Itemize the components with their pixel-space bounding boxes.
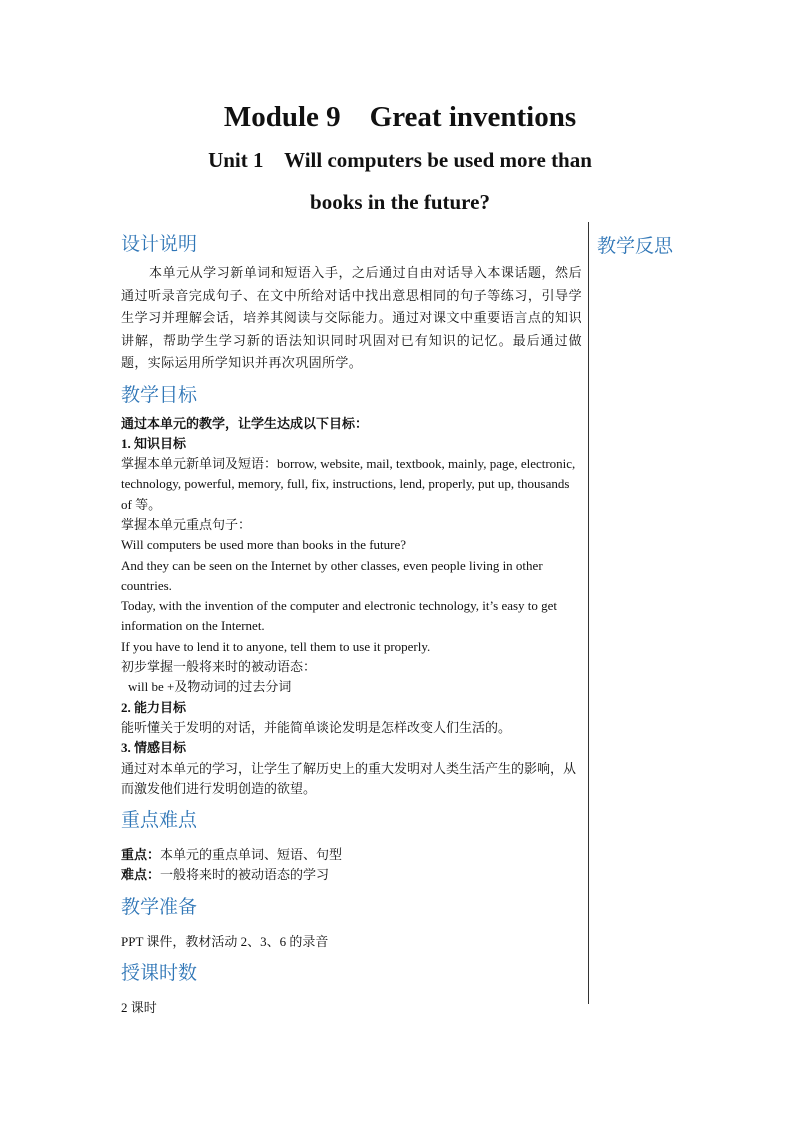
module-title: Module 9 Great inventions	[223, 101, 577, 133]
reflection-heading: 教学反思	[597, 235, 674, 257]
key-point-text: 本单元的重点单词、短语、句型	[160, 847, 343, 863]
difficulty-text: 一般将来时的被动语态的学习	[160, 867, 330, 883]
prep-text: PPT 课件，教材活动 2、3、6 的录音	[121, 933, 329, 949]
column-divider	[588, 222, 589, 1004]
key-sentence-1: Will computers be used more than books in the future?	[121, 537, 407, 553]
ability-goal-text: 能听懂关于发明的对话，并能简单谈论发明是怎样改变人们生活的。	[121, 719, 512, 735]
knowledge-goal-title: 1. 知识目标	[121, 435, 187, 451]
hours-heading: 授课时数	[121, 962, 198, 985]
main-column	[121, 231, 582, 1018]
difficulty-label: 难点：	[121, 867, 161, 883]
design-heading: 设计说明	[121, 233, 198, 255]
key-sentence-3: Today, with the invention of the computer and electronic technology, it’s easy to get information on the Internet.	[121, 598, 558, 634]
unit-title-line-1: Unit 1 Will computers be used more than	[208, 148, 592, 172]
grammar-title: 初步掌握一般将来时的被动语态：	[121, 659, 317, 675]
emotion-goal-text: 通过对本单元的学习，让学生了解历史上的重大发明对人类生活产生的影响，从而激发他们进行发明创造的欲望。	[121, 760, 577, 796]
key-sentence-4: If you have to lend it to anyone, tell them to use it properly.	[121, 638, 431, 654]
key-point-line	[121, 845, 582, 865]
key-sentence-2: And they can be seen on the Internet by other classes, even people living in other countries.	[121, 557, 543, 593]
goals-heading: 教学目标	[121, 383, 198, 406]
ability-goal-title: 2. 能力目标	[121, 699, 187, 715]
prep-heading: 教学准备	[121, 895, 198, 918]
vocabulary-list: 掌握本单元新单词及短语：borrow, website, mail, textbook, mainly, page, electronic, technology, powerful, memory, full, fix, instructions, lend, properly, put up, thousands of 等。	[121, 456, 576, 512]
design-paragraph: 本单元从学习新单词和短语入手，之后通过自由对话导入本课话题，然后通过听录音完成句子、在文中所给对话中找出意思相同的句子等练习，引导学生学习并理解会话，培养其阅读与交际能力。通过对课文中重要语言点的知识讲解，帮助学生学习新的语法知识同时巩固对已有知识的记忆。最后通过做题，实际运用所学知识并再次巩固所学。	[121, 266, 582, 371]
hours-text: 2 课时	[121, 1000, 157, 1016]
unit-title-line-2: books in the future?	[310, 190, 490, 214]
key-sentences-title: 掌握本单元重点句子：	[121, 516, 252, 532]
grammar-rule: will be +及物动词的过去分词	[128, 679, 292, 695]
keypoints-heading: 重点难点	[121, 809, 198, 832]
emotion-goal-title: 3. 情感目标	[121, 740, 187, 756]
difficulty-line	[121, 865, 582, 885]
key-point-label: 重点：	[121, 847, 161, 863]
goals-intro: 通过本单元的教学，让学生达成以下目标：	[121, 415, 369, 431]
